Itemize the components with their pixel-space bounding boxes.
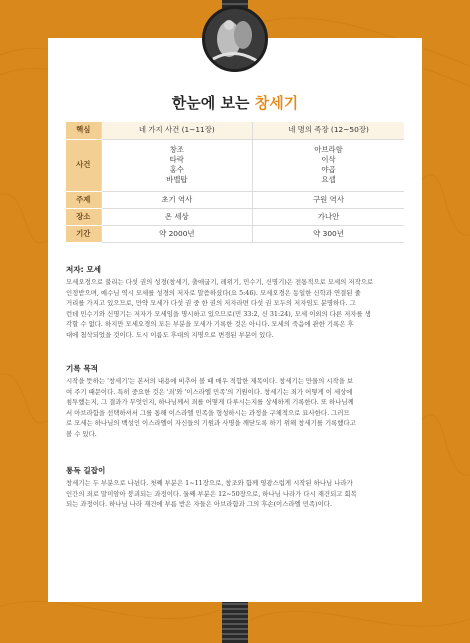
table-cell — [253, 225, 404, 242]
table-cell — [253, 208, 404, 225]
row-label: 핵심 — [66, 122, 101, 139]
body-line: 런데 민수기와 신명기는 저자가 모세임을 명시하고 있으므로(민 33:2, 신 31:24), 모세 이외의 다른 저자를 생 — [66, 309, 371, 318]
cell-text: 구원 역사 — [313, 194, 344, 204]
section-body-purpose — [66, 376, 404, 440]
table-cell — [253, 191, 404, 208]
section-body-overview — [66, 478, 404, 510]
table-cell — [253, 122, 404, 139]
section-body-author — [66, 277, 404, 341]
page-title — [48, 92, 422, 113]
table-row — [66, 122, 404, 139]
bottom-ribbon — [222, 600, 248, 643]
row-label: 주제 — [66, 191, 101, 208]
engraving-image — [205, 9, 265, 69]
cell-text: 창조 — [169, 145, 184, 154]
cell-text: 타락 — [169, 155, 184, 164]
summary-table — [66, 122, 404, 243]
cell-text: 네 명의 족장 (12~50장) — [288, 125, 369, 135]
cell-text: 약 2000년 — [159, 228, 195, 238]
row-label: 기간 — [66, 225, 101, 242]
body-line: 여 주기 때문이다. 특히 중요한 것은 '죄'와 '이스라엘 민족'의 기원이다. 창세기는 죄가 어떻게 이 세상에 — [66, 387, 353, 396]
cell-text: 온 세상 — [164, 211, 189, 221]
cell-text: 야곱 — [321, 165, 336, 174]
cell-text: 초기 역사 — [161, 194, 193, 204]
table-row — [66, 208, 404, 225]
table-row — [66, 191, 404, 208]
cell-text: 네 가지 사건 (1~11장) — [138, 125, 215, 135]
cell-text: 바벨탑 — [166, 175, 188, 184]
engraving-medallion — [202, 6, 268, 72]
body-line: 대에 첨삭되었을 것이다. 도시 이름도 후대의 지명으로 변경된 부분이 있다. — [66, 330, 274, 339]
title-main: 한눈에 보는 — [171, 94, 250, 112]
body-line: 되는 과정이다. 하나님 나라 재건에 부름 받은 자들은 아브라함과 그의 후손(이스라엘 민족)이다. — [66, 500, 332, 509]
section-heading-overview: 통독 길잡이 — [66, 466, 106, 475]
body-line: 로 모세는 하나님의 백성인 이스라엘이 자신들의 기원과 사명을 깨닫도록 하기 위해 창세기를 기록했다고 — [66, 419, 356, 428]
row-label: 사건 — [66, 139, 101, 191]
section-heading-purpose: 기록 목적 — [66, 364, 98, 373]
body-line: 침투했는지, 그 결과가 무엇인지, 하나님께서 죄를 어떻게 다루시는지를 상세하게 기록한다. 또 하나님께 — [66, 398, 354, 407]
title-highlight: 창세기 — [254, 94, 299, 112]
body-line: 창세기는 두 부분으로 나뉜다. 첫째 부분은 1~11장으로, 창조와 함께 영광스럽게 시작된 하나님 나라가 — [66, 479, 353, 487]
body-line: 인간의 죄로 말미암아 붕괴되는 과정이다. 둘째 부분은 12~50장으로, 하나님 나라가 다시 재건되고 회복 — [66, 489, 357, 498]
body-line: 모세오경으로 불리는 다섯 권의 성경(창세기, 출애굽기, 레위기, 민수기, 신명기)은 전통적으로 모세의 저작으로 — [66, 278, 374, 286]
body-line: 시작을 뜻하는 '창세기'는 본서의 내용에 비추어 볼 때 매우 적합한 제목이다. 창세기는 만물의 시작을 보 — [66, 377, 354, 385]
cell-text: 아브라함 — [314, 145, 343, 154]
table-cell — [101, 122, 252, 139]
table-cell — [101, 139, 252, 191]
table-cell — [253, 139, 404, 191]
cell-text: 약 300년 — [313, 228, 344, 238]
table-cell — [101, 225, 252, 242]
row-label: 장소 — [66, 208, 101, 225]
table-cell — [101, 191, 252, 208]
cell-text: 가나안 — [317, 211, 340, 221]
table-cell — [101, 208, 252, 225]
body-line: 볼 수 있다. — [66, 429, 97, 438]
body-line: 거리를 가지고 있으므로, 만약 모세가 다섯 권 중 한 권의 저자라면 다섯 권 모두의 저자임도 분명하다. 그 — [66, 299, 356, 308]
cell-text: 요셉 — [321, 175, 336, 184]
body-line: 인정받으며, 예수님 역시 모세를 성경의 저자로 말씀하셨다(요 5:46). 모세오경은 동일한 신학과 연결된 줄 — [66, 288, 361, 297]
cell-text: 홍수 — [169, 165, 184, 174]
body-line: 서 아브라함을 선택하셔서 그를 통해 이스라엘 민족을 형성하시는 과정을 구체적으로 묘사한다. 그러므 — [66, 408, 350, 417]
section-heading-author: 저자: 모세 — [66, 265, 102, 274]
table-row — [66, 139, 404, 191]
body-line: 각할 수 없다. 하지만 모세오경의 모든 부분을 모세가 기록한 것은 아니다. 모세의 죽음에 관한 기록은 후 — [66, 320, 354, 329]
cell-text: 이삭 — [321, 155, 336, 164]
table-row — [66, 225, 404, 242]
